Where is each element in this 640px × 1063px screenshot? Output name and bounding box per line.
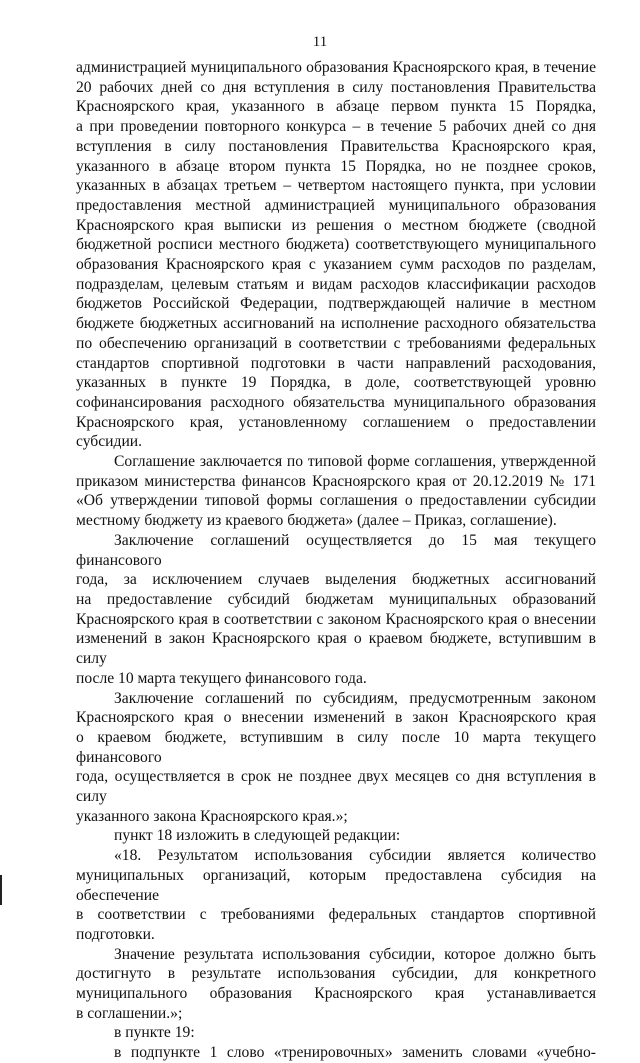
text-line: образования Красноярского края с указанием сумм расходов по разделам,: [76, 256, 596, 274]
text-line: Красноярского края, установленному соглашением о предоставлении субсидии.: [76, 413, 596, 451]
text-line: указанного в абзаце втором пункта 15 Порядка, но не позднее сроков,: [76, 157, 596, 175]
text-line: бюджетов Российской Федерации, подтверждающей наличие в местном: [76, 295, 596, 313]
text-line: по обеспечению организаций в соответствии с требованиями федеральных: [76, 334, 596, 352]
text-line: указанного закона Красноярского края.»;: [76, 807, 348, 825]
text-line: подготовки.: [76, 925, 155, 943]
text-line: софинансирования расходного обязательства муниципального образования: [76, 393, 596, 411]
text-line: пункт 18 изложить в следующей редакции:: [114, 827, 401, 845]
text-line: Красноярского края выписки из решения о местном бюджете (сводной: [76, 216, 596, 234]
text-line: изменений в закон Красноярского края о краевом бюджете, вступившим в силу: [76, 630, 596, 668]
text-line: в соглашении.»;: [76, 1004, 183, 1022]
text-line: бюджетной росписи местного бюджета) соответствующего муниципального: [76, 236, 596, 254]
text-line: 20 рабочих дней со дня вступления в силу постановления Правительства: [76, 78, 596, 96]
text-line: бюджете бюджетных ассигнований на исполнение расходного обязательства: [76, 315, 596, 333]
scan-edge-mark: [0, 875, 12, 905]
text-line: на предоставление субсидий бюджетам муниципальных образований: [76, 590, 596, 608]
text-line: а при проведении повторного конкурса – в течение 5 рабочих дней со дня: [76, 118, 596, 136]
text-line: вступления в силу постановления Правительства Красноярского края,: [76, 137, 596, 155]
text-line: в пункте 19:: [114, 1024, 195, 1042]
page-number: 11: [312, 34, 328, 50]
text-line: муниципальных организаций, которым предоставлена субсидия на обеспечение: [76, 866, 596, 904]
text-line: Красноярского края, указанного в абзаце первом пункта 15 Порядка,: [76, 98, 596, 116]
text-line: подразделам, целевым статьям и видам расходов классификации расходов: [76, 275, 596, 293]
text-line: муниципального образования Красноярского края устанавливается: [76, 985, 596, 1003]
text-line: после 10 марта текущего финансового года.: [76, 669, 367, 687]
text-line: года, осуществляется в срок не позднее двух месяцев со дня вступления в силу: [76, 768, 596, 806]
text-line: Красноярского края о внесении изменений в закон Красноярского края: [76, 709, 596, 727]
text-line: Заключение соглашений по субсидиям, предусмотренным законом: [114, 689, 596, 707]
text-line: Красноярского края в соответствии с законом Красноярского края о внесении: [76, 610, 596, 628]
text-line: предоставления местной администрацией муниципального образования: [76, 196, 596, 214]
text-line: в подпункте 1 слово «тренировочных» заменить словами «учебно-: [114, 1044, 596, 1062]
text-line: указанных в пункте 19 Порядка, в доле, соответствующей уровню: [76, 374, 596, 392]
text-line: Значение результата использования субсидии, которое должно быть: [114, 945, 596, 963]
text-line: о краевом бюджете, вступившим в силу после 10 марта текущего финансового: [76, 728, 596, 766]
document-body: [76, 58, 596, 1063]
text-line: достигнуто в результате использования субсидии, для конкретного: [76, 965, 596, 983]
text-line: указанных в абзацах третьем – четвертом настоящего пункта, при условии: [76, 177, 596, 195]
text-line: приказом министерства финансов Красноярского края от 20.12.2019 № 171: [76, 472, 596, 490]
text-line: Заключение соглашений осуществляется до 15 мая текущего финансового: [76, 531, 596, 569]
text-line: «Об утверждении типовой формы соглашения о предоставлении субсидии: [76, 492, 596, 510]
text-line: в соответствии с требованиями федеральных стандартов спортивной: [76, 906, 596, 924]
text-line: администрацией муниципального образования Красноярского края, в течение: [76, 59, 596, 76]
text-line: местному бюджету из краевого бюджета» (далее – Приказ, соглашение).: [76, 512, 557, 530]
text-line: стандартов спортивной подготовки в части направлений расходования,: [76, 354, 596, 372]
text-line: года, за исключением случаев выделения бюджетных ассигнований: [76, 571, 596, 589]
text-line: «18. Результатом использования субсидии является количество: [114, 847, 596, 865]
text-line: Соглашение заключается по типовой форме соглашения, утвержденной: [114, 453, 596, 471]
